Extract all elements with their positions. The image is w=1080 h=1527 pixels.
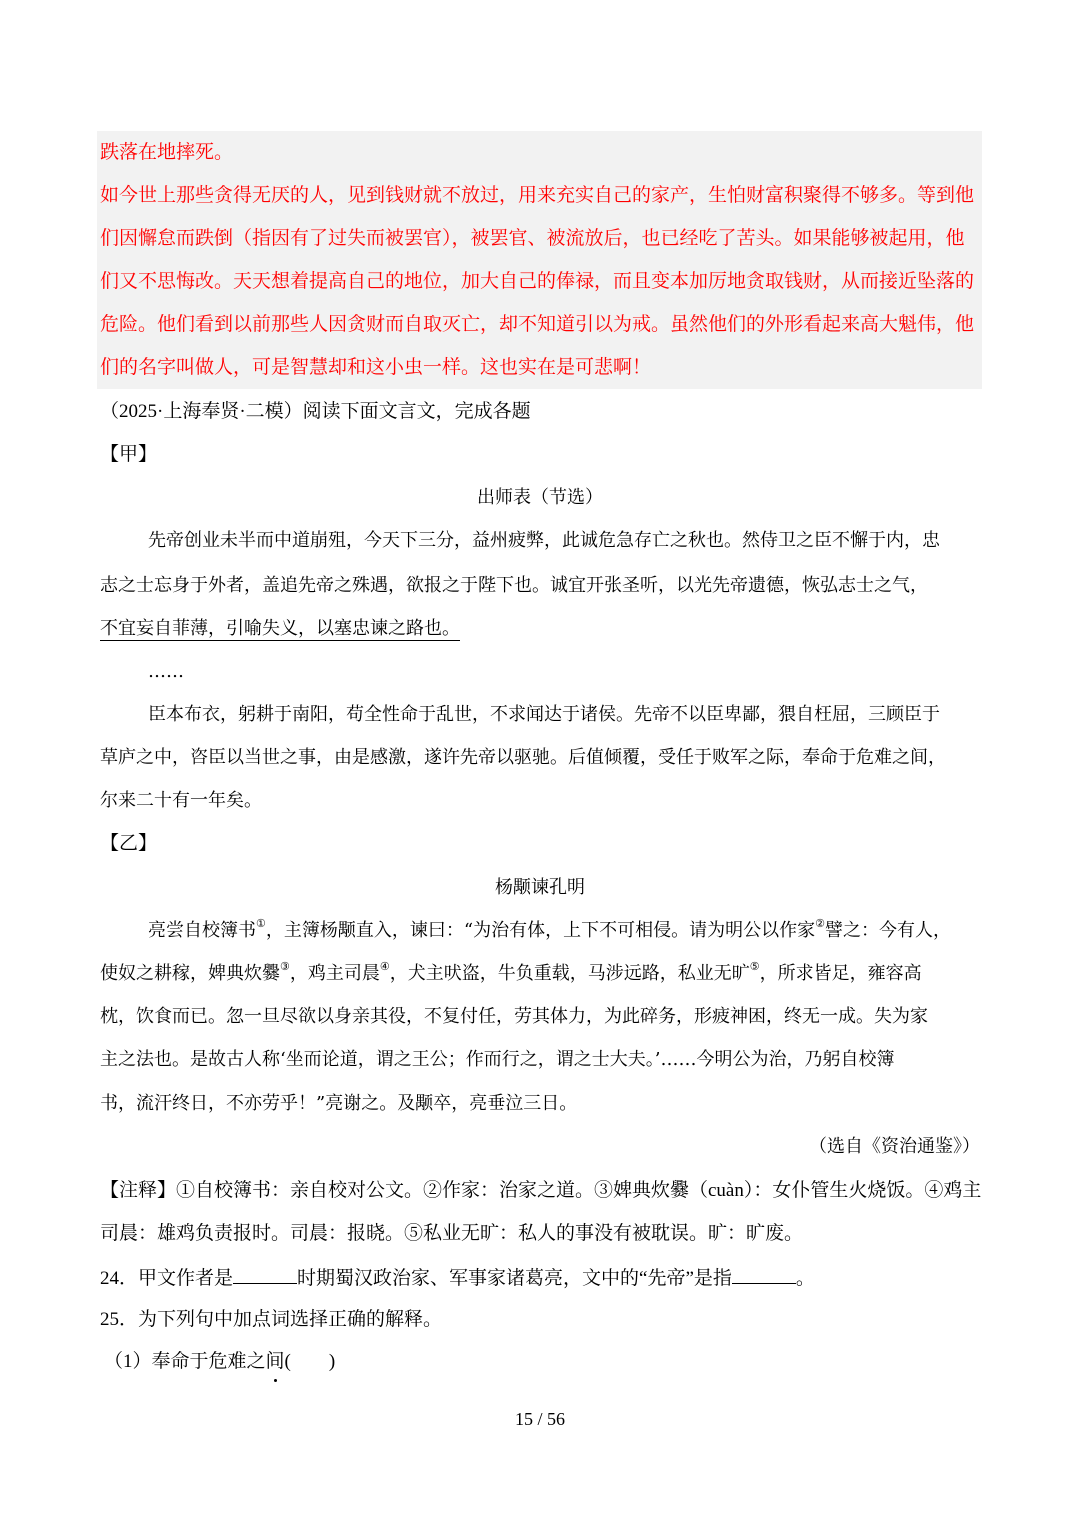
section-a-text-line: 尔来二十有一年矣。 [100, 790, 262, 811]
question-intro: （2025·上海奉贤·二模）阅读下面文言文，完成各题 [100, 401, 531, 422]
answer-line: 们的名字叫做人，可是智慧却和这小虫一样。这也实在是可悲啊！ [100, 357, 652, 378]
question-25-1: （1）奉命于危难之间( ) [104, 1351, 336, 1372]
question-24: 24．甲文作者是 时期蜀汉政治家、军事家诸葛亮，文中的“先帝”是指 。 [100, 1265, 815, 1291]
section-b-text-line: 枕，饮食而已。忽一旦尽欲以身亲其役，不复付任，劳其体力，为此碎务，形疲神困，终无一成。失为家 [100, 1006, 928, 1027]
section-a-label: 【甲】 [100, 444, 158, 465]
section-a-ellipsis: …… [148, 661, 184, 682]
answer-line: 跌落在地摔死。 [100, 142, 234, 163]
footnote-marker: ③ [280, 960, 290, 973]
section-a-title: 出师表（节选） [477, 487, 603, 508]
section-a-text-line: 先帝创业未半而中道崩殂，今天下三分，益州疲弊，此诚危急存亡之秋也。然侍卫之臣不懈于内，忠 [148, 530, 940, 551]
answer-blank[interactable] [233, 1265, 297, 1284]
section-a-text-line: 草庐之中，咨臣以当世之事，由是感激，遂许先帝以驱驰。后值倾覆，受任于败军之际，奉命于危难之间， [100, 747, 946, 768]
section-a-text-line: 志之士忘身于外者，盖追先帝之殊遇，欲报之于陛下也。诚宜开张圣听，以光先帝遗德，恢弘志士之气， [100, 575, 928, 596]
answer-line: 如今世上那些贪得无厌的人，见到钱财就不放过，用来充实自己的家产，生怕财富积聚得不够多。等到他 [100, 185, 975, 206]
section-a-underlined-sentence: 不宜妄自菲薄，引喻失义，以塞忠谏之路也。 [100, 618, 460, 639]
notes-line: 司晨：雄鸡负责报时。司晨：报晓。⑤私业无旷：私人的事没有被耽误。旷：旷废。 [100, 1223, 804, 1244]
footnote-marker: ⑤ [749, 960, 760, 973]
section-b-title: 杨颙谏孔明 [495, 877, 585, 898]
section-a-text-line: 臣本布衣，躬耕于南阳，苟全性命于乱世，不求闻达于诸侯。先帝不以臣卑鄙，猥自枉屈，三顾臣于 [148, 704, 940, 725]
section-b-label: 【乙】 [100, 833, 158, 854]
answer-blank[interactable] [732, 1265, 796, 1284]
footnote-marker: ① [256, 917, 266, 930]
section-b-text-line: 书，流汗终日，不亦劳乎！”亮谢之。及颙卒，亮垂泣三日。 [100, 1093, 578, 1114]
section-b-text-line: 主之法也。是故古人称‘坐而论道，谓之王公；作而行之，谓之士大夫。’……今明公为治，乃躬自校簿 [100, 1049, 895, 1070]
page-number: 15 / 56 [514, 1409, 565, 1429]
footnote-marker: ② [815, 917, 825, 930]
section-b-source: （选自《资治通鉴》） [809, 1136, 980, 1157]
answer-translation-box [97, 131, 982, 389]
answer-line: 危险。他们看到以前那些人因贪财而自取灭亡，却不知道引以为戒。虽然他们的外形看起来高大魁伟，他 [100, 314, 975, 335]
question-25: 25．为下列句中加点词选择正确的解释。 [100, 1309, 443, 1330]
answer-line: 们又不思悔改。天天想着提高自己的地位，加大自己的俸禄，而且变本加厉地贪取钱财，从而接近坠落的 [100, 271, 975, 292]
answer-line: 们因懈怠而跌倒（指因有了过失而被罢官），被罢官、被流放后，也已经吃了苦头。如果能够被起用，他 [100, 228, 965, 249]
section-b-text-line: 使奴之耕稼，婢典炊爨③，鸡主司晨④，犬主吠盗，牛负重载，马涉远路，私业无旷⑤，所求皆足，雍容高 [100, 960, 922, 984]
footnote-marker: ④ [379, 960, 390, 973]
emphasis-dotted-char: 间 [265, 1351, 285, 1372]
section-b-text-line: 亮尝自校簿书①，主簿杨颙直入，谏曰：“为治有体，上下不可相侵。请为明公以作家②譬之：今有人， [148, 917, 951, 941]
notes-line: 【注释】①自校簿书：亲自校对公文。②作家：治家之道。③婢典炊爨（cuàn）：女仆管生火烧饭。④鸡主 [100, 1180, 982, 1201]
